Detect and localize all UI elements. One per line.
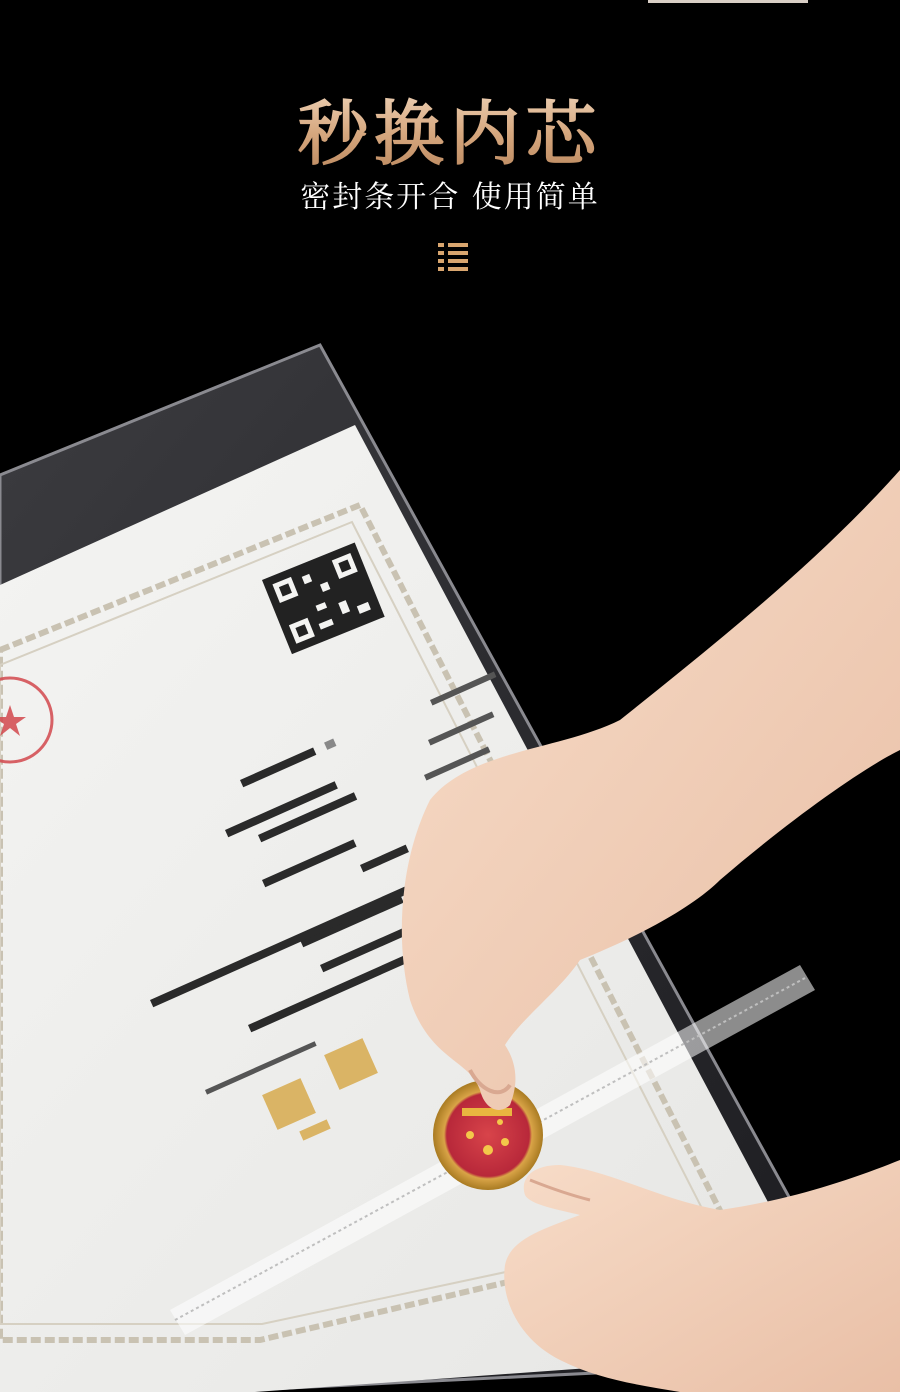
certificate-sleeve-photo xyxy=(0,300,900,1392)
top-accent-bar xyxy=(648,0,808,3)
page-title: 秒换内芯 xyxy=(0,78,900,179)
menu-lines-icon xyxy=(438,243,468,271)
page-subtitle: 密封条开合 使用简单 xyxy=(300,180,600,215)
